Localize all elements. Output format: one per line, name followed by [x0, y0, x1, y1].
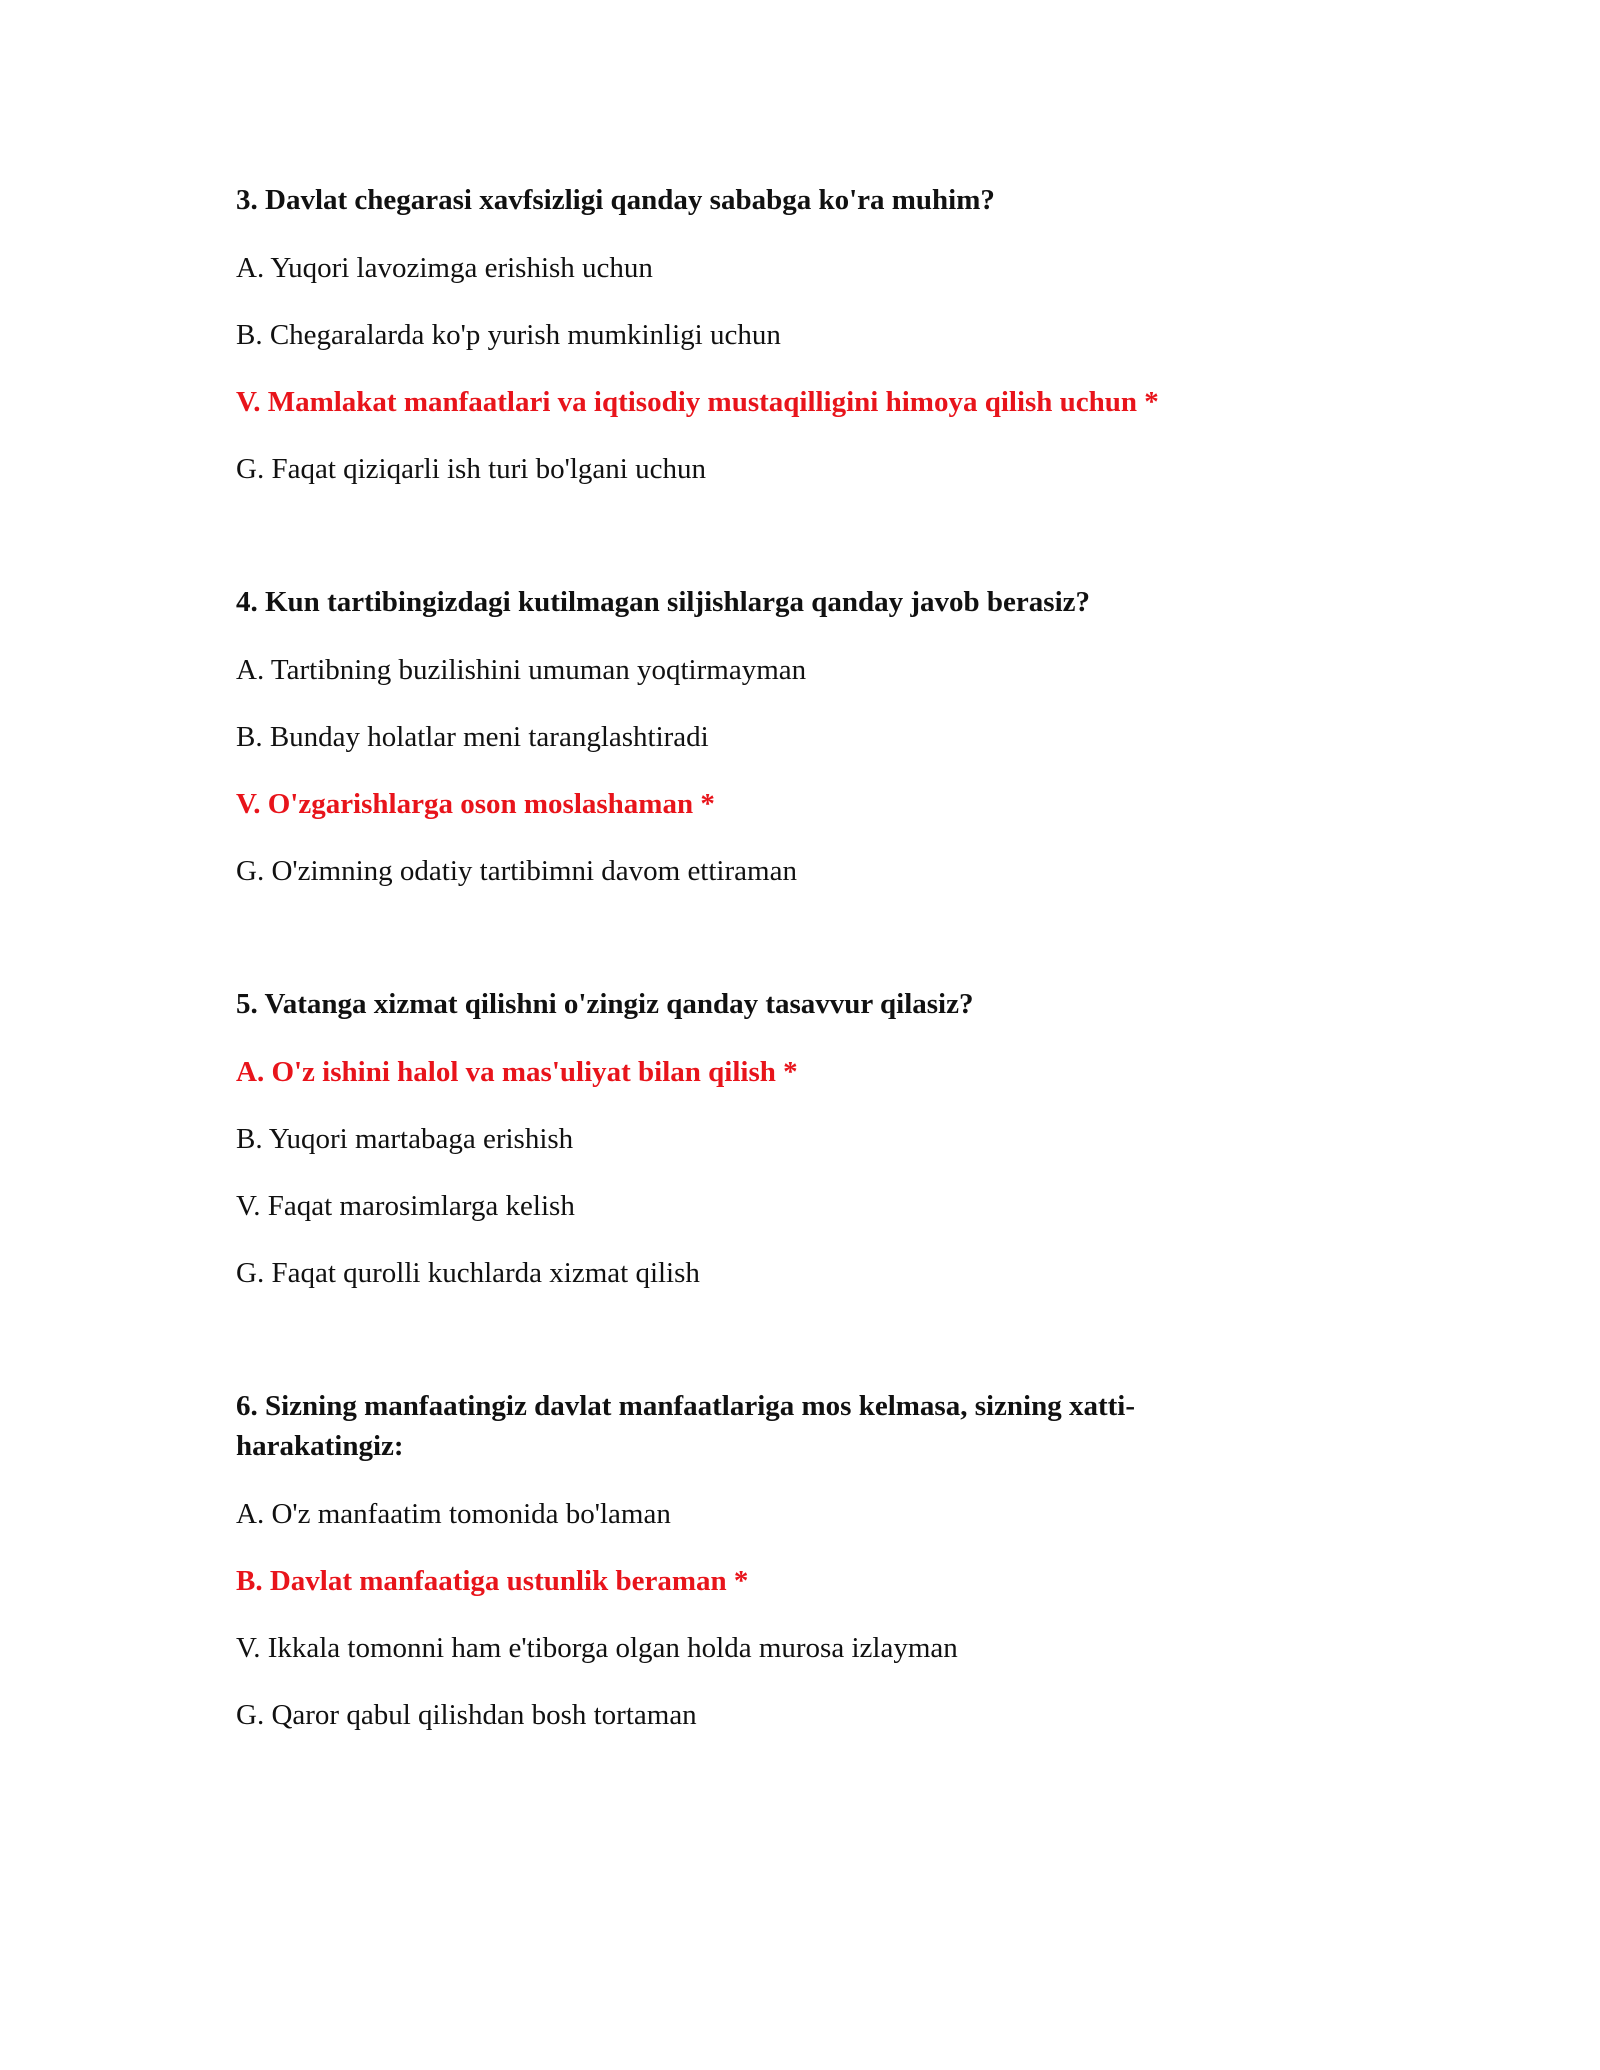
option-g: G. Faqat qiziqarli ish turi bo'lgani uchun [236, 453, 706, 485]
question-title: 3. Davlat chegarasi xavfsizligi qanday sababga ko'ra muhim? [236, 184, 995, 216]
question-6 [236, 1386, 1236, 1735]
question-3 [236, 180, 1236, 489]
question-spacer [236, 516, 1236, 582]
document-page [236, 180, 1236, 1762]
question-title: 4. Kun tartibingizdagi kutilmagan siljishlarga qanday javob berasiz? [236, 586, 1091, 618]
question-title: 6. Sizning manfaatingiz davlat manfaatlariga mos kelmasa, sizning xatti-harakatingiz: [236, 1390, 1136, 1462]
option-b: B. Bunday holatlar meni taranglashtiradi [236, 721, 709, 753]
option-g: G. Faqat qurolli kuchlarda xizmat qilish [236, 1257, 700, 1289]
option-a: A. Tartibning buzilishini umuman yoqtirmayman [236, 654, 807, 686]
option-a-correct: A. O'z ishini halol va mas'uliyat bilan qilish * [236, 1056, 798, 1088]
question-title: 5. Vatanga xizmat qilishni o'zingiz qanday tasavvur qilasiz? [236, 988, 974, 1020]
option-g: G. O'zimning odatiy tartibimni davom ettiraman [236, 855, 797, 887]
option-a: A. O'z manfaatim tomonida bo'laman [236, 1498, 671, 1530]
option-v: V. Ikkala tomonni ham e'tiborga olgan holda murosa izlayman [236, 1632, 958, 1664]
option-v-correct: V. O'zgarishlarga oson moslashaman * [236, 788, 715, 820]
option-b: B. Chegaralarda ko'p yurish mumkinligi uchun [236, 319, 781, 351]
option-v-correct: V. Mamlakat manfaatlari va iqtisodiy mustaqilligini himoya qilish uchun * [236, 386, 1159, 418]
option-v: V. Faqat marosimlarga kelish [236, 1190, 575, 1222]
option-b-correct: B. Davlat manfaatiga ustunlik beraman * [236, 1565, 749, 1597]
option-b: B. Yuqori martabaga erishish [236, 1123, 574, 1155]
question-5 [236, 984, 1236, 1293]
option-g: G. Qaror qabul qilishdan bosh tortaman [236, 1699, 697, 1731]
question-spacer [236, 918, 1236, 984]
option-a: A. Yuqori lavozimga erishish uchun [236, 252, 653, 284]
question-spacer [236, 1320, 1236, 1386]
question-4 [236, 582, 1236, 891]
